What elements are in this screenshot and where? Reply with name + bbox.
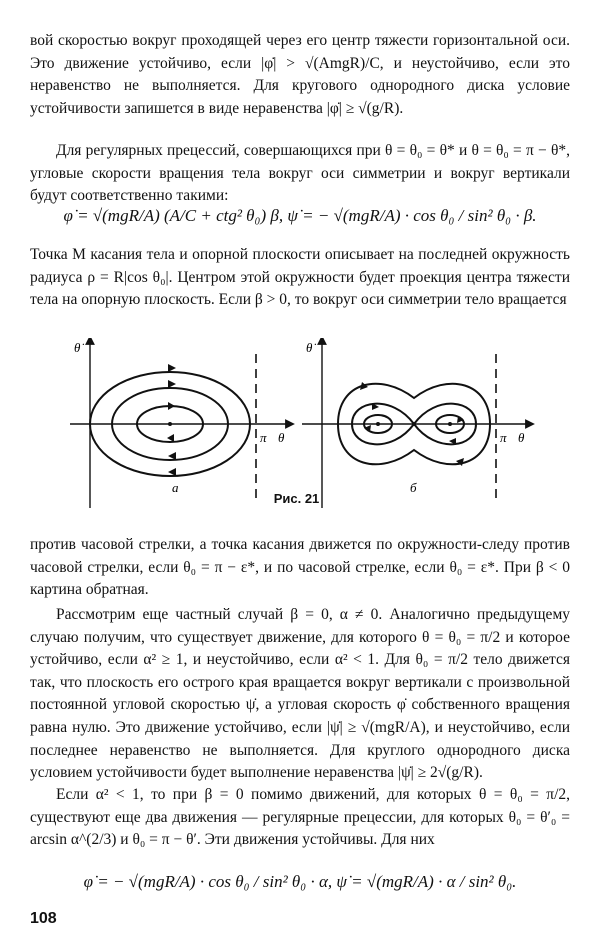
panel-b <box>302 340 530 508</box>
center-point-a <box>168 422 172 426</box>
formula-2: φ̇ = − √(mgR/A) · cos θ₀ / sin² θ₀ · α, ψ̇ = √(mgR/A) · α / sin² θ₀. <box>83 872 517 891</box>
x-label-b: θ <box>518 430 525 445</box>
paragraph-6: Если α² < 1, то при β = 0 помимо движений, для которых θ = θ₀ = π/2, существуют еще два движения — регулярные прецессии, для которых θ₀ = θ′₀ = arcsin α^(2/3) и θ₀ = π − θ′. Эти движения устойчивы. Для них <box>30 786 570 849</box>
formula-1: φ̇ = √(mgR/A) (A/C + ctg² θ₀) β, ψ̇ = − √(mgR/A) · cos θ₀ / sin² θ₀ · β. <box>63 206 537 225</box>
paragraph-4: против часовой стрелки, а точка касания движется по окружности-следу против часовой стрелки, если θ₀ = π − ε*, и по часовой стрелке, если θ₀ = ε*. При β < 0 картина обратная. <box>30 536 570 599</box>
y-label-a: θ̇ <box>74 340 81 355</box>
paragraph-2: Для регулярных прецессий, совершающихся при θ = θ₀ = θ* и θ = θ₀ = π − θ*, угловые скорости вращения тела вокруг оси симметрии и вокруг вертикали будут соответственно такими: <box>30 142 570 205</box>
paragraph-1: вой скоростью вокруг проходящей через его центр тяжести горизонтальной оси. Это движение устойчиво, если |φ̇| > √(AmgR)/C, и неустойчиво, если это неравенство не выполняется. Для кругового однородного диска условие устойчивости запишется в виде неравенства |φ̇| ≥ √(g/R). <box>30 32 570 117</box>
pi-label-b: π <box>500 430 507 445</box>
x-label-a: θ <box>278 430 285 445</box>
panel-label-b: б <box>410 480 417 495</box>
figure-caption: Рис. 21 <box>273 491 320 506</box>
page-number: 108 <box>30 910 57 927</box>
panel-label-a: а <box>172 480 179 495</box>
pi-label-a: π <box>260 430 267 445</box>
paragraph-3: Точка M касания тела и опорной плоскости описывает на последней окружность радиуса ρ = R|cos θ₀|. Центром этой окружности будет проекция центра тяжести тела на опорную плоскость. Если β > 0, то вокруг оси симметрии тело вращается <box>30 246 570 309</box>
paragraph-5: Рассмотрим еще частный случай β = 0, α ≠ 0. Аналогично предыдущему случаю получим, что существует движение, для которого θ = θ₀ = π/2 и которое устойчиво, если α² ≥ 1, и неустойчиво, если α² < 1. Для θ₀ = π/2 тело движется так, что плоскость его острого края вращается вокруг вертикали с произвольной постоянной угловой скоростью ψ̇, а угловая скорость φ̇ собственного вращения равна нулю. Это движение устойчиво, если |ψ̇| ≥ √(mgR/A), и неустойчиво, если последнее неравенство не выполняется. Для круглого однородного диска условием устойчивости будет выполнение неравенства |ψ̇| ≥ 2√(g/R). <box>30 606 570 782</box>
panel-a <box>70 340 290 508</box>
y-label-b: θ̇ <box>306 340 313 355</box>
